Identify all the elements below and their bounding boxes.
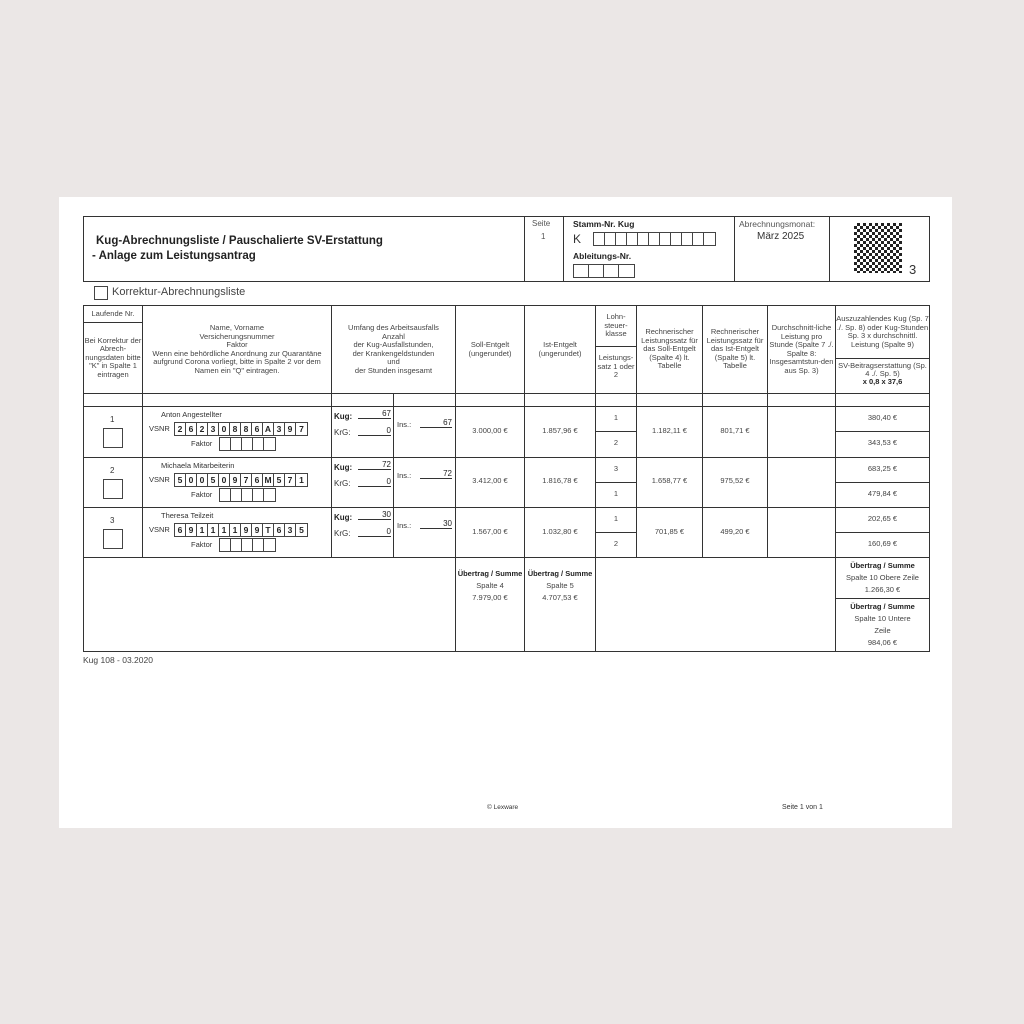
satz-ist: 499,20 € xyxy=(720,526,750,536)
row-number: 3 xyxy=(110,516,115,525)
vsnr-char: M xyxy=(263,474,274,486)
spalte-5-sum: 4.707,53 € xyxy=(542,593,578,602)
ist-entgelt: 1.032,80 € xyxy=(542,526,578,536)
row-number: 2 xyxy=(110,465,115,475)
ins-label: Ins.: xyxy=(397,521,412,530)
korrektur-row-checkbox[interactable] xyxy=(103,529,123,549)
vsnr-char: 0 xyxy=(186,474,197,486)
form-id: Kug 108 - 03.2020 xyxy=(83,655,153,665)
satz-soll: 701,85 € xyxy=(654,526,685,536)
ins-label: Ins.: xyxy=(397,470,412,480)
lohnsteuerklasse: 3 xyxy=(613,463,619,473)
ins-hours: 30 xyxy=(420,519,452,529)
vsnr-char: 6 xyxy=(186,423,197,435)
col-header-korrektur-hint: Bei Korrektur der Abrech-nungsdaten bitte "K" in Spalte 1 eintragen xyxy=(84,335,142,379)
vsnr-char: 2 xyxy=(197,423,208,435)
faktor-field[interactable] xyxy=(219,538,276,552)
krg-hours: 0 xyxy=(358,527,391,537)
spalte-4-label: Spalte 4 xyxy=(476,581,504,590)
lohnsteuerklasse: 1 xyxy=(613,413,619,423)
vsnr-char: A xyxy=(263,423,274,435)
satz-ist: 975,52 € xyxy=(720,476,750,486)
vsnr-char: 9 xyxy=(285,423,296,435)
seite-label: Seite xyxy=(532,219,551,228)
uebertrag-label: Übertrag / Summe xyxy=(850,561,915,570)
vsnr-char: 0 xyxy=(197,474,208,486)
vsnr-char: 3 xyxy=(285,524,296,536)
seite-value: 1 xyxy=(541,232,546,241)
krg-label: KrG: xyxy=(334,529,351,538)
satz-ist: 801,71 € xyxy=(720,425,750,435)
kug-label: Kug: xyxy=(334,462,353,472)
vsnr-char: 1 xyxy=(299,474,304,485)
spalte-10-unten-sum: 984,06 € xyxy=(867,638,898,647)
vsnr-label: VSNR xyxy=(149,525,170,534)
col-header-umfang: Umfang des Arbeitsausfalls Anzahl der Kug-Ausfallstunden, der Krankengeldstunden und der Stunden insgesamt xyxy=(348,323,439,375)
total-spalte-5 xyxy=(525,558,595,614)
col-header-satz-ist: Rechnerischer Leistungssatz für das Ist-Entgelt (Spalte 5) lt. Tabelle xyxy=(706,327,764,371)
krg-hours: 0 xyxy=(358,477,391,487)
uebertrag-label: Übertrag / Summe xyxy=(527,569,593,578)
leistungssatz: 1 xyxy=(613,488,619,498)
vsnr-char: 9 xyxy=(230,474,241,486)
vsnr-char: 9 xyxy=(186,524,197,536)
vsnr-field[interactable] xyxy=(174,422,308,436)
stamm-nr-field[interactable] xyxy=(593,232,716,246)
kug-hours: 67 xyxy=(358,409,391,419)
col-header-ist-entgelt: Ist-Entgelt (ungerundet) xyxy=(538,340,582,358)
employee-name: Theresa Teilzeit xyxy=(161,511,214,520)
krg-label: KrG: xyxy=(334,428,351,437)
kug-betrag: 683,25 € xyxy=(867,463,898,473)
col-header-kug-betrag: Auszuzahlendes Kug (Sp. 7 ./. Sp. 8) oder Kug-Stunden Sp. 3 x durchschnittl. Leistung (Spalte 9) xyxy=(836,314,929,349)
vsnr-label: VSNR xyxy=(149,424,170,433)
soll-entgelt: 3.412,00 € xyxy=(472,476,508,486)
korrektur-row-checkbox[interactable] xyxy=(103,428,123,448)
form-title: Kug-Abrechnungsliste / Pauschalierte SV-Erstattung xyxy=(96,235,383,247)
leistungssatz: 2 xyxy=(613,539,619,549)
spalte-4-sum: 7.979,00 € xyxy=(472,593,508,602)
faktor-label: Faktor xyxy=(191,540,213,549)
vsnr-label: VSNR xyxy=(149,474,170,484)
vsnr-char: 3 xyxy=(208,423,219,435)
vsnr-char: 5 xyxy=(274,474,285,486)
vsnr-field[interactable] xyxy=(174,473,308,487)
korrektur-row-checkbox[interactable] xyxy=(103,479,123,499)
ins-label: Ins.: xyxy=(397,420,412,429)
sv-erstattung: 479,84 € xyxy=(867,488,898,498)
col-header-sv-factor: x 0,8 x 37,6 xyxy=(862,376,903,386)
spalte-10-oben-label: Spalte 10 Obere Zeile xyxy=(846,573,919,582)
vsnr-char: 9 xyxy=(241,524,252,536)
faktor-field[interactable] xyxy=(219,488,276,502)
vsnr-char: 7 xyxy=(299,424,304,434)
vsnr-char: 5 xyxy=(208,474,219,486)
vsnr-field[interactable] xyxy=(174,523,308,537)
kug-hours: 30 xyxy=(358,510,391,520)
col-header-sv-erstattung: SV-Beitragserstattung (Sp. 4 ./. Sp. 5) xyxy=(838,360,927,378)
col-header-laufende-nr: Laufende Nr. xyxy=(91,308,135,318)
vsnr-char: 7 xyxy=(241,474,252,486)
col-header-leistungssatz: Leistungs-satz 1 oder 2 xyxy=(597,353,635,380)
stamm-nr-label: Stamm-Nr. Kug xyxy=(573,219,635,229)
monat-value: März 2025 xyxy=(757,231,805,242)
vsnr-char: 6 xyxy=(252,474,263,486)
employee-name: Michaela Mitarbeiterin xyxy=(161,460,235,470)
vsnr-char: 6 xyxy=(252,423,263,435)
ableitung-field[interactable] xyxy=(573,264,635,278)
leistungssatz: 2 xyxy=(613,438,619,448)
col-header-name: Name, Vorname Versicherungsnummer Faktor Wenn eine behördliche Anordnung zur Quarantäne aufgrund Corona vorliegt, bitte in Spalte 2 vor dem Namen ein "Q" eintragen. xyxy=(152,323,322,375)
kug-hours: 72 xyxy=(358,460,391,470)
vsnr-char: 0 xyxy=(219,474,230,486)
spalte-10-unten-label: Spalte 10 Untere Zeile xyxy=(854,614,911,635)
sv-erstattung: 160,69 € xyxy=(867,539,898,549)
kug-label: Kug: xyxy=(334,412,353,421)
copyright: © Lexware xyxy=(487,804,519,811)
employee-name: Anton Angestellter xyxy=(161,410,222,419)
spalte-10-oben-sum: 1.266,30 € xyxy=(864,585,901,594)
total-spalte-10-unten xyxy=(836,599,929,651)
kug-betrag: 380,40 € xyxy=(867,413,898,423)
total-spalte-10-oben xyxy=(836,558,929,598)
row-number: 1 xyxy=(110,415,115,424)
kug-betrag: 202,65 € xyxy=(867,514,898,524)
faktor-label: Faktor xyxy=(191,489,213,499)
ableitung-label: Ableitungs-Nr. xyxy=(573,251,632,261)
vsnr-char: 1 xyxy=(219,524,230,536)
soll-entgelt: 1.567,00 € xyxy=(472,526,508,536)
vsnr-char: 7 xyxy=(285,474,296,486)
vsnr-char: 9 xyxy=(252,524,263,536)
soll-entgelt: 3.000,00 € xyxy=(472,425,508,435)
ist-entgelt: 1.857,96 € xyxy=(542,425,578,435)
vsnr-char: 0 xyxy=(219,423,230,435)
krg-label: KrG: xyxy=(334,478,351,488)
vsnr-char: 2 xyxy=(175,423,186,435)
barcode-number: 3 xyxy=(909,262,917,277)
vsnr-char: 8 xyxy=(230,423,241,435)
vsnr-char: 5 xyxy=(299,525,304,535)
col-header-durchschnitt: Durchschnitt-liche Leistung pro Stunde (Spalte 7 ./. Spalte 8: Insgesamtstun-den aus Sp. 3) xyxy=(769,323,834,375)
ist-entgelt: 1.816,78 € xyxy=(542,476,578,486)
faktor-field[interactable] xyxy=(219,437,276,451)
spalte-5-label: Spalte 5 xyxy=(546,581,574,590)
korrektur-label: Korrektur-Abrechnungsliste xyxy=(112,286,246,298)
page-number: Seite 1 von 1 xyxy=(782,804,823,811)
vsnr-char: 5 xyxy=(175,474,186,486)
korrektur-checkbox[interactable] xyxy=(94,286,108,300)
col-header-satz-soll: Rechnerischer Leistungssatz für das Soll-Entgelt (Spalte 4) lt. Tabelle xyxy=(641,327,698,371)
uebertrag-label: Übertrag / Summe xyxy=(457,569,523,578)
monat-label: Abrechnungsmonat: xyxy=(739,219,816,229)
vsnr-char: 3 xyxy=(274,423,285,435)
vsnr-char: 1 xyxy=(208,524,219,536)
uebertrag-label: Übertrag / Summe xyxy=(850,602,915,611)
stamm-prefix: K xyxy=(573,232,582,246)
total-spalte-4 xyxy=(456,558,524,614)
ins-hours: 67 xyxy=(420,418,452,428)
col-header-lohnsteuerklasse: Lohn-steuer-klasse xyxy=(604,312,628,339)
faktor-label: Faktor xyxy=(191,439,213,448)
vsnr-char: 1 xyxy=(230,524,241,536)
kug-label: Kug: xyxy=(334,513,353,522)
datamatrix-barcode xyxy=(854,223,902,273)
vsnr-char: 6 xyxy=(175,524,186,536)
vsnr-char: T xyxy=(263,524,274,536)
vsnr-char: 8 xyxy=(241,423,252,435)
krg-hours: 0 xyxy=(358,426,391,436)
col-header-soll-entgelt: Soll-Entgelt (ungerundet) xyxy=(468,340,512,358)
satz-soll: 1.658,77 € xyxy=(651,476,688,486)
ins-hours: 72 xyxy=(420,469,452,479)
form-subtitle: - Anlage zum Leistungsantrag xyxy=(92,250,256,262)
sv-erstattung: 343,53 € xyxy=(867,438,898,448)
vsnr-char: 6 xyxy=(274,524,285,536)
lohnsteuerklasse: 1 xyxy=(613,514,619,524)
satz-soll: 1.182,11 € xyxy=(652,425,687,435)
vsnr-char: 1 xyxy=(197,524,208,536)
